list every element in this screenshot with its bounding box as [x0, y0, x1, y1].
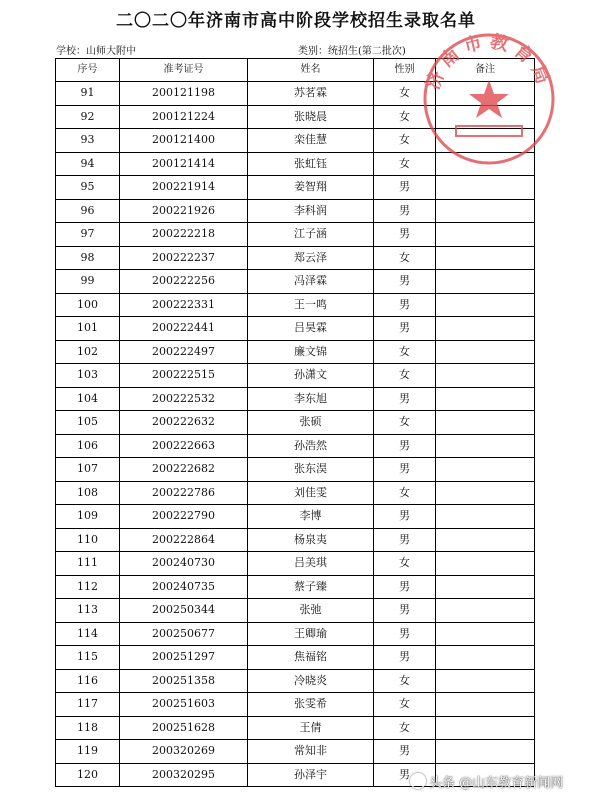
cell-name: 张硕: [248, 411, 374, 435]
table-row: [56, 528, 535, 552]
cell-gender: 女: [374, 246, 436, 270]
cell-note: [436, 646, 535, 670]
cell-note: [436, 387, 535, 411]
cell-name: 吕美琪: [248, 552, 374, 576]
cell-exam-id: 200222515: [120, 364, 248, 388]
cell-name: 冯泽霖: [248, 270, 374, 294]
cell-note: [436, 152, 535, 176]
cell-seq: 98: [56, 246, 120, 270]
cell-gender: 男: [374, 622, 436, 646]
cell-seq: 106: [56, 434, 120, 458]
cell-exam-id: 200222331: [120, 293, 248, 317]
table-row: [56, 340, 535, 364]
cell-note: [436, 270, 535, 294]
cell-note: [436, 505, 535, 529]
cell-exam-id: 200222256: [120, 270, 248, 294]
cell-gender: 女: [374, 481, 436, 505]
column-header-note: 备注: [436, 59, 535, 82]
cell-gender: 男: [374, 575, 436, 599]
cell-name: 焦福铭: [248, 646, 374, 670]
cell-exam-id: 200250677: [120, 622, 248, 646]
cell-note: [436, 293, 535, 317]
table-row: [56, 411, 535, 435]
cell-seq: 104: [56, 387, 120, 411]
cell-name: 栾佳慧: [248, 129, 374, 153]
cell-seq: 109: [56, 505, 120, 529]
cell-gender: 女: [374, 82, 436, 106]
table-row: [56, 575, 535, 599]
table-row: [56, 458, 535, 482]
cell-gender: 男: [374, 270, 436, 294]
cell-note: [436, 82, 535, 106]
cell-exam-id: 200121414: [120, 152, 248, 176]
column-header-name: 姓名: [248, 59, 374, 82]
cell-gender: 男: [374, 740, 436, 764]
table-row: [56, 270, 535, 294]
document-title: 二〇二〇年济南市高中阶段学校招生录取名单: [116, 11, 476, 31]
watermark: [410, 772, 563, 791]
cell-seq: 99: [56, 270, 120, 294]
cell-note: [436, 411, 535, 435]
table-row: [56, 599, 535, 623]
cell-gender: 男: [374, 176, 436, 200]
cell-seq: 103: [56, 364, 120, 388]
cell-gender: 男: [374, 763, 436, 787]
cell-note: [436, 199, 535, 223]
cell-note: [436, 716, 535, 740]
cell-gender: 男: [374, 646, 436, 670]
cell-seq: 115: [56, 646, 120, 670]
table-row: [56, 105, 535, 129]
cell-name: 孙浩然: [248, 434, 374, 458]
cell-exam-id: 200240735: [120, 575, 248, 599]
table-header-row: [56, 59, 535, 82]
cell-exam-id: 200121400: [120, 129, 248, 153]
cell-note: [436, 223, 535, 247]
cell-note: [436, 481, 535, 505]
cell-gender: 男: [374, 434, 436, 458]
cell-name: 李东旭: [248, 387, 374, 411]
cell-note: [436, 599, 535, 623]
cell-note: [436, 669, 535, 693]
cell-exam-id: 200251297: [120, 646, 248, 670]
cell-exam-id: 200121198: [120, 82, 248, 106]
cell-exam-id: 200222441: [120, 317, 248, 341]
cell-seq: 107: [56, 458, 120, 482]
cell-name: 王倩: [248, 716, 374, 740]
cell-gender: 男: [374, 528, 436, 552]
cell-seq: 97: [56, 223, 120, 247]
table-row: [56, 740, 535, 764]
cell-name: 王卿瑜: [248, 622, 374, 646]
table-row: [56, 505, 535, 529]
cell-gender: 女: [374, 411, 436, 435]
cell-seq: 117: [56, 693, 120, 717]
cell-gender: 男: [374, 199, 436, 223]
watermark-text: 头条 @山东教育新闻网: [429, 776, 564, 791]
cell-seq: 108: [56, 481, 120, 505]
table-row: [56, 223, 535, 247]
cell-seq: 120: [56, 763, 120, 787]
column-header-seq: 序号: [56, 59, 120, 82]
cell-note: [436, 528, 535, 552]
cell-name: 张弛: [248, 599, 374, 623]
cell-exam-id: 200221926: [120, 199, 248, 223]
cell-note: [436, 246, 535, 270]
cell-note: [436, 176, 535, 200]
cell-seq: 111: [56, 552, 120, 576]
cell-gender: 男: [374, 387, 436, 411]
cell-exam-id: 200222218: [120, 223, 248, 247]
cell-name: 李科润: [248, 199, 374, 223]
cell-name: 孙潇文: [248, 364, 374, 388]
cell-seq: 105: [56, 411, 120, 435]
toutiao-icon: [410, 773, 426, 789]
table-row: [56, 364, 535, 388]
cell-gender: 女: [374, 693, 436, 717]
table-row: [56, 716, 535, 740]
cell-exam-id: 200222632: [120, 411, 248, 435]
school-label: 学校：山师大附中: [56, 46, 136, 57]
cell-gender: 男: [374, 317, 436, 341]
cell-name: 江子涵: [248, 223, 374, 247]
cell-seq: 116: [56, 669, 120, 693]
cell-name: 郑云泽: [248, 246, 374, 270]
cell-exam-id: 200222237: [120, 246, 248, 270]
cell-name: 蔡子臻: [248, 575, 374, 599]
cell-seq: 92: [56, 105, 120, 129]
cell-exam-id: 200251603: [120, 693, 248, 717]
cell-exam-id: 200222786: [120, 481, 248, 505]
table-row: [56, 199, 535, 223]
cell-seq: 112: [56, 575, 120, 599]
cell-name: 杨泉夷: [248, 528, 374, 552]
admission-table: [55, 58, 535, 787]
table-row: [56, 176, 535, 200]
cell-seq: 100: [56, 293, 120, 317]
cell-seq: 114: [56, 622, 120, 646]
cell-gender: 女: [374, 364, 436, 388]
table-row: [56, 669, 535, 693]
cell-seq: 118: [56, 716, 120, 740]
cell-exam-id: 200320269: [120, 740, 248, 764]
table-row: [56, 481, 535, 505]
cell-name: 苏茗霖: [248, 82, 374, 106]
table-row: [56, 646, 535, 670]
cell-gender: 女: [374, 152, 436, 176]
cell-note: [436, 317, 535, 341]
cell-exam-id: 200222682: [120, 458, 248, 482]
cell-gender: 女: [374, 669, 436, 693]
cell-note: [436, 105, 535, 129]
cell-name: 吕昊霖: [248, 317, 374, 341]
cell-note: [436, 622, 535, 646]
column-header-exam-id: 准考证号: [120, 59, 248, 82]
cell-name: 孙泽宇: [248, 763, 374, 787]
cell-note: [436, 740, 535, 764]
cell-exam-id: 200251628: [120, 716, 248, 740]
cell-gender: 女: [374, 129, 436, 153]
cell-gender: 女: [374, 552, 436, 576]
cell-gender: 男: [374, 505, 436, 529]
table-row: [56, 387, 535, 411]
table-row: [56, 434, 535, 458]
cell-name: 常知非: [248, 740, 374, 764]
cell-seq: 96: [56, 199, 120, 223]
cell-exam-id: 200320295: [120, 763, 248, 787]
cell-exam-id: 200222663: [120, 434, 248, 458]
cell-exam-id: 200222864: [120, 528, 248, 552]
table-body: [56, 82, 535, 787]
cell-note: [436, 575, 535, 599]
cell-exam-id: 200251358: [120, 669, 248, 693]
category-label: 类别：统招生(第二批次): [298, 46, 406, 57]
cell-exam-id: 200221914: [120, 176, 248, 200]
cell-seq: 95: [56, 176, 120, 200]
table-row: [56, 622, 535, 646]
cell-seq: 91: [56, 82, 120, 106]
cell-note: [436, 340, 535, 364]
cell-seq: 101: [56, 317, 120, 341]
cell-gender: 女: [374, 340, 436, 364]
cell-name: 廉文锦: [248, 340, 374, 364]
cell-note: [436, 552, 535, 576]
cell-gender: 男: [374, 293, 436, 317]
cell-gender: 男: [374, 458, 436, 482]
cell-exam-id: 200240730: [120, 552, 248, 576]
cell-note: [436, 129, 535, 153]
cell-note: [436, 364, 535, 388]
table-row: [56, 129, 535, 153]
cell-name: 张虹钰: [248, 152, 374, 176]
cell-gender: 女: [374, 716, 436, 740]
cell-seq: 113: [56, 599, 120, 623]
cell-name: 冷晓炎: [248, 669, 374, 693]
cell-name: 李博: [248, 505, 374, 529]
cell-note: [436, 693, 535, 717]
cell-name: 王一鸣: [248, 293, 374, 317]
cell-seq: 94: [56, 152, 120, 176]
cell-gender: 女: [374, 105, 436, 129]
column-header-gender: 性别: [374, 59, 436, 82]
cell-seq: 119: [56, 740, 120, 764]
cell-seq: 102: [56, 340, 120, 364]
cell-exam-id: 200250344: [120, 599, 248, 623]
cell-exam-id: 200121224: [120, 105, 248, 129]
table-row: [56, 552, 535, 576]
cell-name: 刘佳雯: [248, 481, 374, 505]
cell-name: 张雯希: [248, 693, 374, 717]
cell-note: [436, 458, 535, 482]
cell-gender: 男: [374, 223, 436, 247]
cell-exam-id: 200222497: [120, 340, 248, 364]
table-row: [56, 82, 535, 106]
cell-exam-id: 200222790: [120, 505, 248, 529]
seal-text: 济南市教育局: [422, 31, 556, 93]
cell-seq: 110: [56, 528, 120, 552]
table-row: [56, 317, 535, 341]
cell-name: 姜智翔: [248, 176, 374, 200]
table-row: [56, 152, 535, 176]
cell-note: [436, 434, 535, 458]
cell-name: 张东淏: [248, 458, 374, 482]
cell-gender: 男: [374, 599, 436, 623]
cell-name: 张晓晨: [248, 105, 374, 129]
table-row: [56, 693, 535, 717]
table-row: [56, 293, 535, 317]
cell-exam-id: 200222532: [120, 387, 248, 411]
table-row: [56, 246, 535, 270]
cell-seq: 93: [56, 129, 120, 153]
